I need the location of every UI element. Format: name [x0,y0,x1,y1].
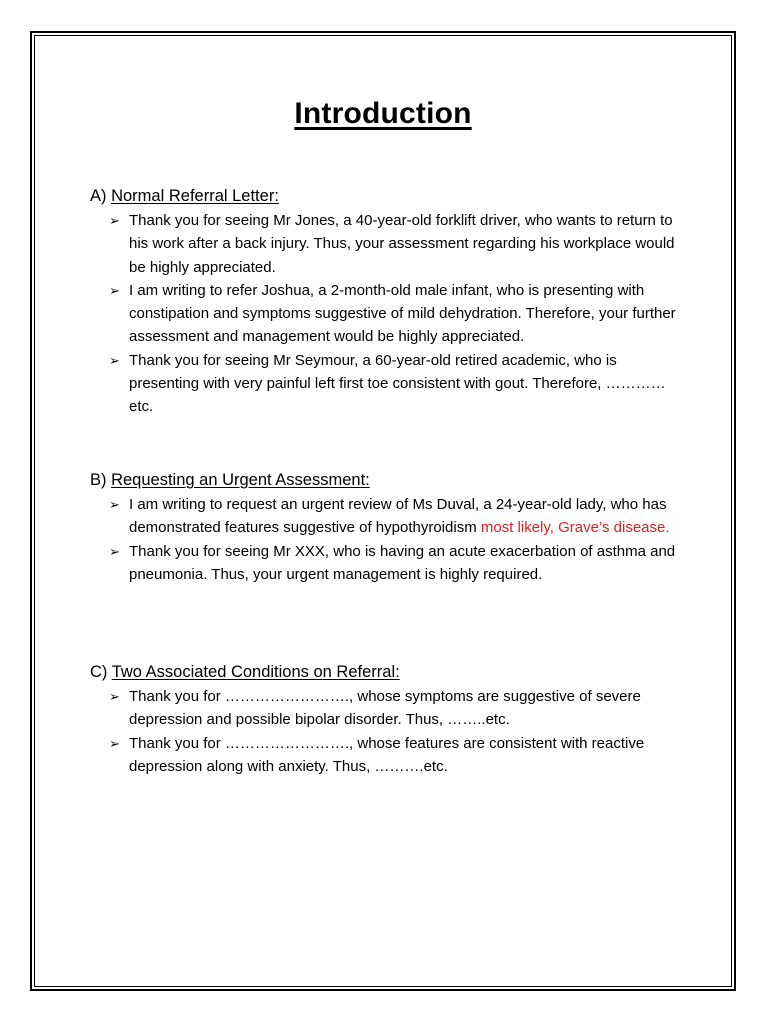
list-item-text: Thank you for seeing Mr XXX, who is having an acute exacerbation of asthma and pneumonia. Thus, your urgent management is highly required. [129,542,676,583]
section-heading-text: Two Associated Conditions on Referral: [111,663,400,681]
section-urgent-assessment [90,469,690,586]
list-item-text: Thank you for ……………………., whose features are consistent with reactive depression along with anxiety. Thus, ……….etc. [129,734,645,775]
arrowhead-bullet-icon: ➢ [109,352,120,368]
list-item-text: Thank you for seeing Mr Seymour, a 60-year-old retired academic, who is presenting with very painful left first toe consistent with gout. Therefore, ………… etc. [129,351,666,416]
arrowhead-bullet-icon: ➢ [109,497,120,512]
arrowhead-bullet-icon: ➢ [109,213,120,228]
section-heading [90,661,690,683]
section-letter: A) [90,187,107,205]
section-heading [90,185,690,207]
page-title: Introduction [294,97,472,130]
highlighted-text: most likely, Grave’s disease. [480,519,670,537]
list-item [90,540,690,587]
list-item-text: I am writing to request an urgent review of Ms Duval, a 24-year-old lady, who has demonstrated features suggestive of hypothyroidism [129,496,667,537]
section-normal-referral [90,185,690,419]
list-item [90,732,690,779]
list-item [90,349,690,419]
document-body [34,35,732,987]
list-item [90,493,690,540]
section-heading-text: Normal Referral Letter: [111,187,279,205]
section-letter: C) [90,663,108,681]
list-item [90,209,690,279]
bullet-list [90,685,690,778]
section-heading-text: Requesting an Urgent Assessment: [111,471,370,489]
section-associated-conditions [90,661,690,778]
list-item [90,685,690,732]
list-item [90,279,690,349]
bullet-list [90,209,690,419]
section-letter: B) [90,471,107,489]
arrowhead-bullet-icon: ➢ [109,543,120,559]
list-item-text: Thank you for ……………………., whose symptoms are suggestive of severe depression and possible bipolar disorder. Thus, ……..etc. [129,688,641,729]
bullet-list [90,493,690,586]
arrowhead-bullet-icon: ➢ [109,689,120,704]
section-heading [90,469,690,491]
arrowhead-bullet-icon: ➢ [109,735,120,751]
list-item-text: I am writing to refer Joshua, a 2-month-old male infant, who is presenting with constipation and symptoms suggestive of mild dehydration. Therefore, your further assessment and management would be highly appreciated. [129,281,676,346]
list-item-text: Thank you for seeing Mr Jones, a 40-year-old forklift driver, who wants to return to his work after a back injury. Thus, your assessment regarding his workplace would be highly appreciated. [129,212,675,276]
arrowhead-bullet-icon: ➢ [109,282,120,298]
